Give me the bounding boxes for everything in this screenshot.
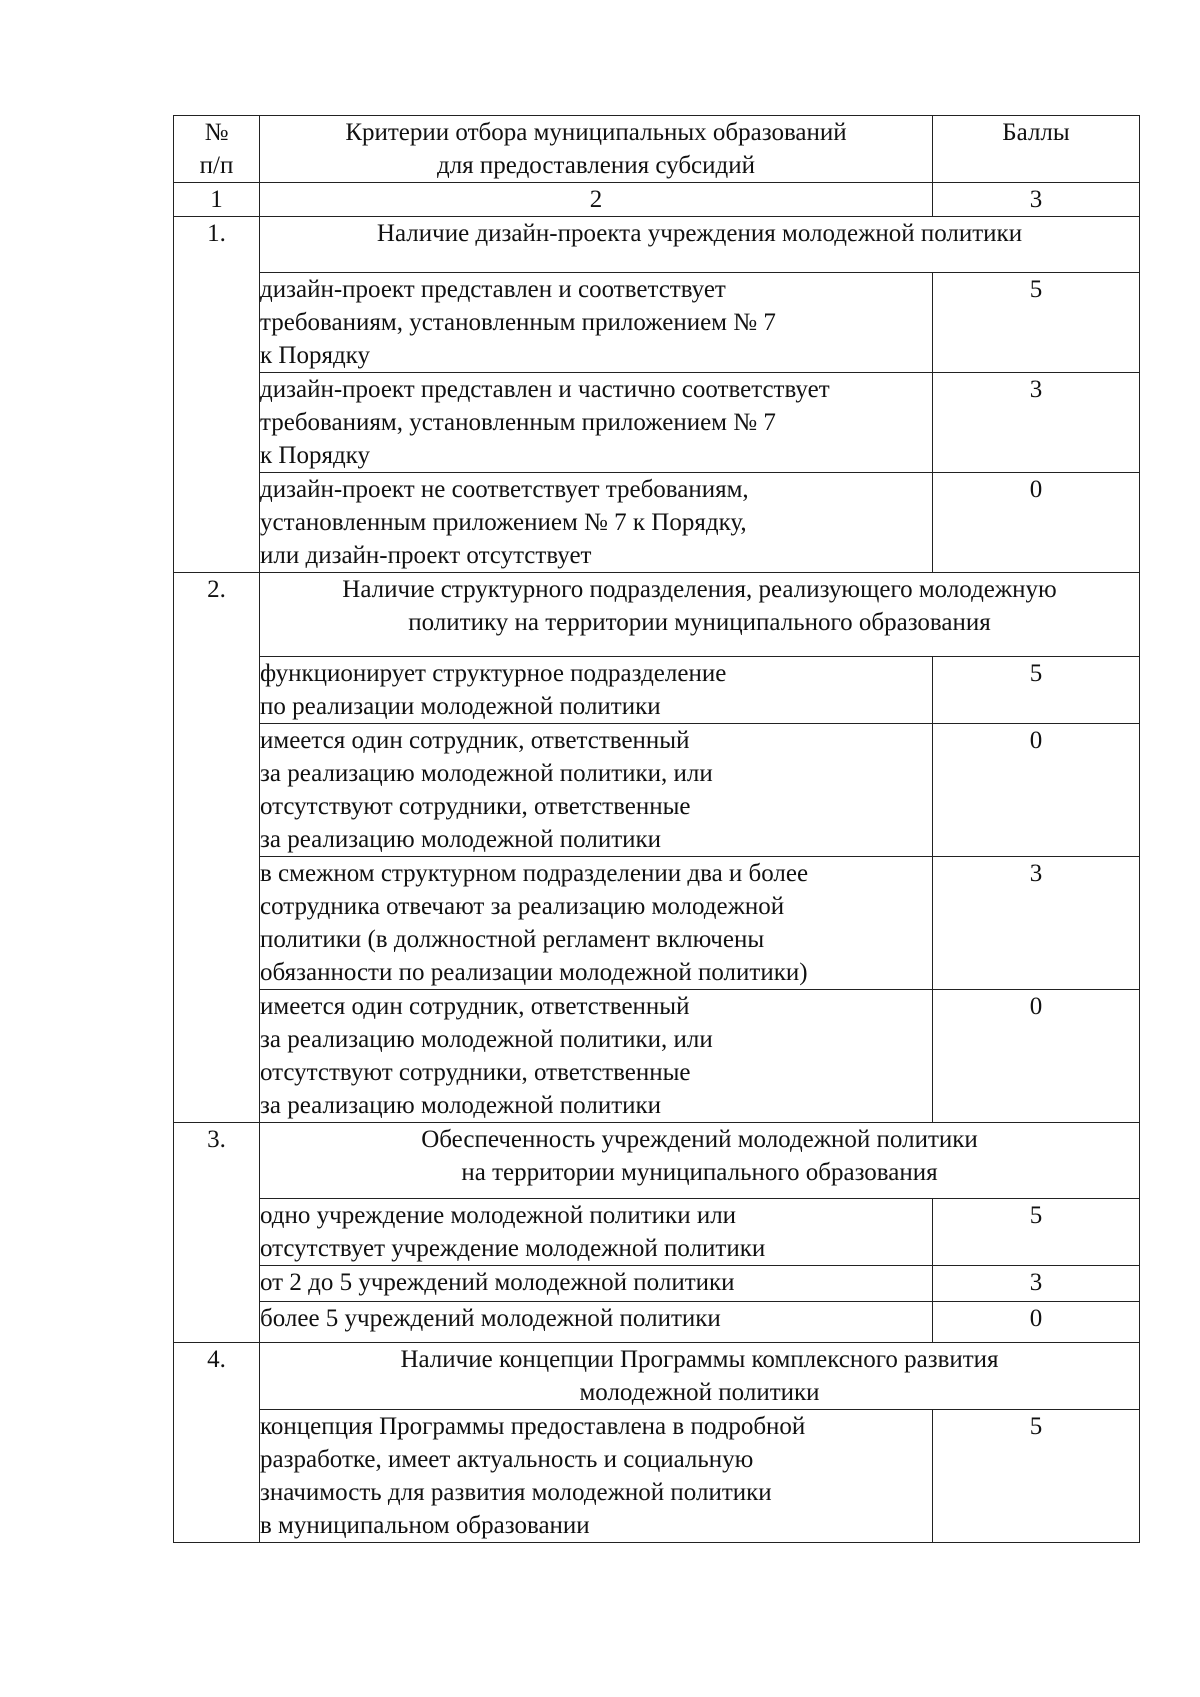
criterion-text-line: имеется один сотрудник, ответственный: [260, 727, 690, 754]
criterion-text-cell: [260, 373, 933, 473]
points-cell: 0: [933, 1302, 1140, 1343]
section-title-cell: [260, 1123, 1140, 1199]
criterion-text-cell: [260, 1266, 933, 1302]
section-title-cell: [260, 217, 1140, 273]
criterion-text-line: отсутствуют сотрудники, ответственные: [260, 793, 691, 820]
criterion-row: [174, 273, 1140, 373]
criterion-text-line: за реализацию молодежной политики, или: [260, 1026, 713, 1053]
table-header-row: [174, 116, 1140, 183]
criterion-text-cell: [260, 1199, 933, 1266]
criterion-text-line: в муниципальном образовании: [260, 1512, 590, 1539]
points-cell: 3: [933, 373, 1140, 473]
section-title-line: Обеспеченность учреждений молодежной политики: [421, 1126, 978, 1153]
criterion-text-line: по реализации молодежной политики: [260, 693, 661, 720]
points-cell: 5: [933, 273, 1140, 373]
criterion-row: [174, 373, 1140, 473]
criterion-text-line: разработке, имеет актуальность и социальную: [260, 1446, 754, 1473]
header-criteria-line: Критерии отбора муниципальных образований: [345, 119, 847, 146]
header-num-cell: [174, 116, 260, 183]
column-index-row: [174, 183, 1140, 217]
criteria-table: [173, 115, 1140, 1543]
criterion-row: [174, 1199, 1140, 1266]
section-title-cell: [260, 1343, 1140, 1410]
criterion-text-line: значимость для развития молодежной политики: [260, 1479, 772, 1506]
section-title-row: [174, 217, 1140, 273]
points-cell: 5: [933, 1410, 1140, 1543]
section-title-row: [174, 1123, 1140, 1199]
criterion-row: [174, 1410, 1140, 1543]
points-cell: 0: [933, 473, 1140, 573]
criterion-text-line: отсутствуют сотрудники, ответственные: [260, 1059, 691, 1086]
criterion-text-cell: [260, 1302, 933, 1343]
criterion-text-cell: [260, 473, 933, 573]
points-cell: 5: [933, 657, 1140, 724]
criterion-text-line: в смежном структурном подразделении два и более: [260, 860, 809, 887]
criterion-text-line: установленным приложением № 7 к Порядку,: [260, 509, 747, 536]
criterion-text-line: одно учреждение молодежной политики или: [260, 1202, 737, 1229]
criterion-row: [174, 473, 1140, 573]
criterion-text-cell: [260, 1410, 933, 1543]
section-title-line: политику на территории муниципального образования: [408, 609, 991, 636]
criterion-text-line: более 5 учреждений молодежной политики: [260, 1305, 721, 1332]
header-num-line: п/п: [199, 152, 234, 179]
criterion-row: [174, 657, 1140, 724]
header-criteria-line: для предоставления субсидий: [436, 152, 756, 179]
section-title-row: [174, 1343, 1140, 1410]
criterion-text-line: дизайн-проект не соответствует требованиям,: [260, 476, 749, 503]
criterion-text-line: требованиям, установленным приложением № 7: [260, 309, 776, 336]
criterion-text-line: политики (в должностной регламент включены: [260, 926, 765, 953]
column-index-cell: 3: [933, 183, 1140, 217]
criterion-text-line: за реализацию молодежной политики, или: [260, 760, 713, 787]
points-cell: 5: [933, 1199, 1140, 1266]
section-number-cell: 3.: [174, 1123, 260, 1343]
header-points-cell: Баллы: [933, 116, 1140, 183]
criterion-row: [174, 1302, 1140, 1343]
criterion-text-cell: [260, 857, 933, 990]
column-index-cell: 1: [174, 183, 260, 217]
criterion-text-line: обязанности по реализации молодежной политики): [260, 959, 808, 986]
points-cell: 3: [933, 857, 1140, 990]
criterion-row: [174, 724, 1140, 857]
section-title-line: на территории муниципального образования: [461, 1159, 938, 1186]
criterion-text-line: к Порядку: [260, 342, 370, 369]
criterion-row: [174, 1266, 1140, 1302]
section-title-line: Наличие дизайн-проекта учреждения молодежной политики: [376, 220, 1023, 247]
criterion-text-cell: [260, 990, 933, 1123]
criterion-row: [174, 990, 1140, 1123]
column-index-cell: 2: [260, 183, 933, 217]
criterion-text-line: требованиям, установленным приложением № 7: [260, 409, 776, 436]
points-cell: 3: [933, 1266, 1140, 1302]
criterion-text-line: концепция Программы предоставлена в подробной: [260, 1413, 806, 1440]
criterion-text-cell: [260, 273, 933, 373]
criterion-text-line: имеется один сотрудник, ответственный: [260, 993, 690, 1020]
criterion-text-cell: [260, 724, 933, 857]
criterion-text-line: за реализацию молодежной политики: [260, 826, 662, 853]
header-num-line: №: [204, 119, 229, 146]
section-title-line: молодежной политики: [579, 1379, 820, 1406]
criterion-text-line: к Порядку: [260, 442, 370, 469]
header-criteria-cell: [260, 116, 933, 183]
section-number-cell: 2.: [174, 573, 260, 1123]
section-number-cell: 4.: [174, 1343, 260, 1543]
criterion-text-line: функционирует структурное подразделение: [260, 660, 727, 687]
criterion-text-line: дизайн-проект представлен и частично соответствует: [260, 376, 830, 403]
criterion-text-line: за реализацию молодежной политики: [260, 1092, 662, 1119]
points-cell: 0: [933, 990, 1140, 1123]
criterion-text-line: или дизайн-проект отсутствует: [260, 542, 592, 569]
criterion-text-line: дизайн-проект представлен и соответствует: [260, 276, 726, 303]
section-number-cell: 1.: [174, 217, 260, 573]
criterion-text-line: отсутствует учреждение молодежной политики: [260, 1235, 766, 1262]
section-title-line: Наличие структурного подразделения, реализующего молодежную: [342, 576, 1057, 603]
points-cell: 0: [933, 724, 1140, 857]
criterion-text-cell: [260, 657, 933, 724]
section-title-line: Наличие концепции Программы комплексного развития: [400, 1346, 999, 1373]
criterion-text-line: от 2 до 5 учреждений молодежной политики: [260, 1269, 735, 1296]
criterion-row: [174, 857, 1140, 990]
section-title-row: [174, 573, 1140, 657]
section-title-cell: [260, 573, 1140, 657]
criterion-text-line: сотрудника отвечают за реализацию молодежной: [260, 893, 785, 920]
